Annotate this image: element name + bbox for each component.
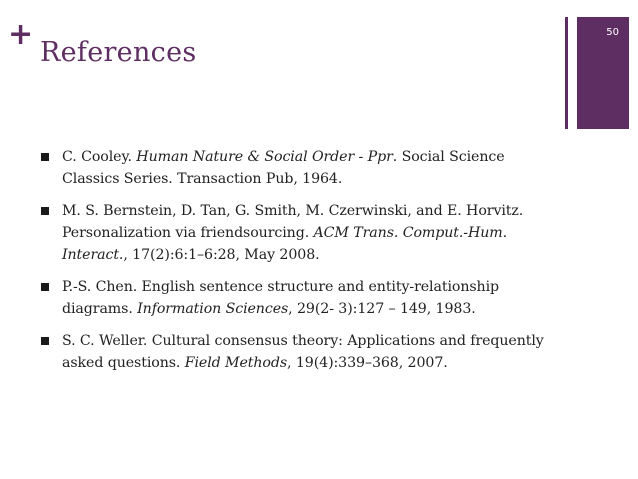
reference-details: . Social Science Classics Series. Transaction Pub, 1964. [62,149,505,187]
reference-item [38,330,558,374]
reference-authors-title: C. Cooley. [62,149,137,165]
square-bullet-icon [41,153,49,161]
reference-venue: Field Methods [184,355,288,371]
square-bullet-icon [41,283,49,291]
reference-item [38,146,558,190]
reference-venue: Human Nature & Social Order - Ppr [136,149,393,165]
reference-item [38,200,558,266]
reference-venue: ACM Trans. Comput.-Hum. Interact. [62,225,508,263]
page-number: 50 [606,27,619,38]
reference-details: , 29(2- 3):127 – 149, 1983. [288,301,476,317]
square-bullet-icon [41,337,49,345]
reference-list [38,146,558,384]
accent-block [577,17,629,129]
reference-details: , 19(4):339–368, 2007. [287,355,448,371]
reference-venue: Information Sciences [137,301,289,317]
reference-authors-title: P.-S. Chen. English sentence structure and entity-relationship diagrams. [62,279,500,317]
reference-authors-title: S. C. Weller. Cultural consensus theory: Applications and frequently asked questions. [62,333,544,371]
reference-details: , 17(2):6:1–6:28, May 2008. [123,247,320,263]
reference-authors-title: M. S. Bernstein, D. Tan, G. Smith, M. Czerwinski, and E. Horvitz. Personalization via friendsourcing. [62,203,524,241]
accent-divider [565,17,568,129]
square-bullet-icon [41,207,49,215]
reference-item [38,276,558,320]
page-title: References [40,37,197,68]
plus-icon: + [8,17,34,52]
